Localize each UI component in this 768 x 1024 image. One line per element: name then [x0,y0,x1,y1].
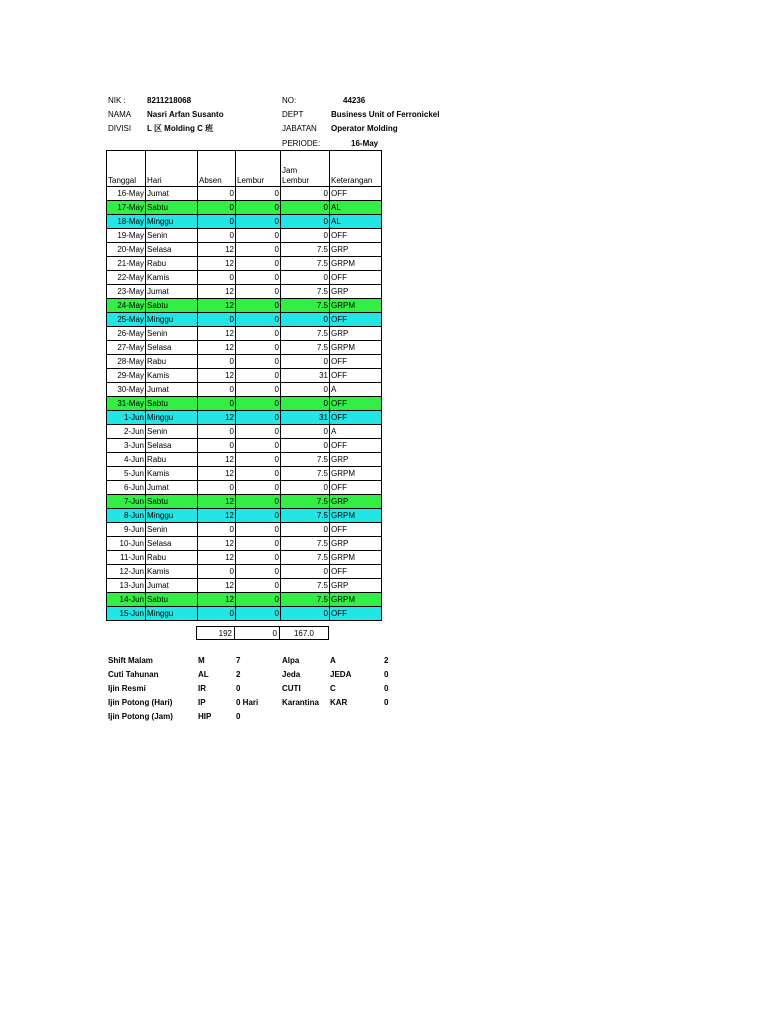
cell-keterangan: A [330,383,382,397]
summary-value2: 0 [384,684,389,693]
total-lembur: 0 [235,627,280,640]
cell-jam-lembur: 0 [281,355,330,369]
cell-absen: 12 [198,537,236,551]
cell-jam-lembur: 7.5 [281,537,330,551]
cell-lembur: 0 [236,369,281,383]
no-label: NO: [282,96,297,105]
summary-code: IR [198,684,206,693]
cell-hari: Minggu [146,411,198,425]
cell-keterangan: GRPM [330,341,382,355]
cell-hari: Jumat [146,285,198,299]
attendance-table [106,150,382,621]
cell-hari: Selasa [146,243,198,257]
cell-jam-lembur: 0 [281,565,330,579]
cell-absen: 12 [198,551,236,565]
table-row [107,397,382,411]
cell-tanggal: 8-Jun [107,509,146,523]
cell-tanggal: 29-May [107,369,146,383]
cell-keterangan: GRPM [330,551,382,565]
cell-tanggal: 27-May [107,341,146,355]
cell-keterangan: GRP [330,537,382,551]
cell-hari: Minggu [146,313,198,327]
table-row [107,411,382,425]
col-header-jam-lembur: Jam Lembur [281,151,330,187]
cell-absen: 12 [198,495,236,509]
cell-hari: Rabu [146,453,198,467]
cell-lembur: 0 [236,257,281,271]
table-row [107,369,382,383]
dept-value: Business Unit of Ferronickel [331,110,440,119]
cell-jam-lembur: 7.5 [281,579,330,593]
cell-hari: Rabu [146,551,198,565]
cell-jam-lembur: 7.5 [281,257,330,271]
table-row [107,341,382,355]
cell-keterangan: GRP [330,285,382,299]
total-absen: 192 [197,627,235,640]
cell-lembur: 0 [236,355,281,369]
cell-hari: Rabu [146,355,198,369]
summary-code2: A [330,656,336,665]
cell-jam-lembur: 0 [281,215,330,229]
cell-tanggal: 14-Jun [107,593,146,607]
cell-tanggal: 21-May [107,257,146,271]
cell-tanggal: 9-Jun [107,523,146,537]
cell-jam-lembur: 7.5 [281,299,330,313]
cell-keterangan: AL [330,215,382,229]
cell-absen: 0 [198,201,236,215]
cell-hari: Minggu [146,607,198,621]
table-row [107,285,382,299]
table-row [107,509,382,523]
cell-jam-lembur: 0 [281,187,330,201]
cell-hari: Sabtu [146,299,198,313]
table-row [107,383,382,397]
cell-keterangan: A [330,425,382,439]
cell-tanggal: 5-Jun [107,467,146,481]
nama-value: Nasri Arfan Susanto [147,110,224,119]
table-row [107,201,382,215]
cell-hari: Selasa [146,341,198,355]
cell-tanggal: 3-Jun [107,439,146,453]
cell-lembur: 0 [236,453,281,467]
summary-name: Ijin Potong (Jam) [108,712,173,721]
cell-hari: Sabtu [146,593,198,607]
cell-lembur: 0 [236,299,281,313]
summary-code2: KAR [330,698,348,707]
cell-lembur: 0 [236,509,281,523]
cell-keterangan: OFF [330,565,382,579]
cell-lembur: 0 [236,201,281,215]
jabatan-value: Operator Molding [331,124,398,133]
table-row [107,271,382,285]
cell-absen: 12 [198,327,236,341]
table-row [107,215,382,229]
cell-hari: Selasa [146,537,198,551]
cell-absen: 0 [198,355,236,369]
cell-keterangan: AL [330,201,382,215]
nik-label: NIK : [108,96,126,105]
cell-hari: Kamis [146,565,198,579]
summary-name2: Karantina [282,698,319,707]
table-row [107,425,382,439]
cell-tanggal: 11-Jun [107,551,146,565]
cell-keterangan: OFF [330,397,382,411]
cell-tanggal: 16-May [107,187,146,201]
table-row [107,453,382,467]
col-header-keterangan: Keterangan [330,151,382,187]
table-row [107,467,382,481]
dept-label: DEPT [282,110,304,119]
cell-keterangan: OFF [330,271,382,285]
cell-hari: Minggu [146,509,198,523]
cell-lembur: 0 [236,579,281,593]
cell-tanggal: 22-May [107,271,146,285]
cell-jam-lembur: 0 [281,313,330,327]
cell-hari: Kamis [146,467,198,481]
cell-jam-lembur: 7.5 [281,243,330,257]
cell-lembur: 0 [236,187,281,201]
table-row [107,257,382,271]
cell-absen: 0 [198,271,236,285]
cell-jam-lembur: 7.5 [281,285,330,299]
cell-absen: 12 [198,509,236,523]
cell-lembur: 0 [236,383,281,397]
cell-tanggal: 13-Jun [107,579,146,593]
table-row [107,495,382,509]
cell-keterangan: OFF [330,355,382,369]
no-value: 44236 [343,96,366,105]
summary-value2: 0 [384,698,389,707]
cell-jam-lembur: 0 [281,523,330,537]
summary-code: M [198,656,205,665]
cell-absen: 12 [198,411,236,425]
cell-tanggal: 2-Jun [107,425,146,439]
periode-value: 16-May [351,139,379,148]
cell-lembur: 0 [236,593,281,607]
cell-jam-lembur: 7.5 [281,453,330,467]
cell-jam-lembur: 0 [281,607,330,621]
cell-tanggal: 10-Jun [107,537,146,551]
cell-jam-lembur: 0 [281,425,330,439]
cell-tanggal: 30-May [107,383,146,397]
cell-tanggal: 20-May [107,243,146,257]
cell-absen: 0 [198,565,236,579]
cell-hari: Jumat [146,383,198,397]
cell-hari: Senin [146,425,198,439]
summary-name: Ijin Resmi [108,684,146,693]
cell-keterangan: GRP [330,327,382,341]
cell-tanggal: 31-May [107,397,146,411]
cell-absen: 0 [198,523,236,537]
cell-jam-lembur: 7.5 [281,495,330,509]
table-row [107,243,382,257]
cell-keterangan: GRP [330,453,382,467]
cell-hari: Minggu [146,215,198,229]
cell-tanggal: 18-May [107,215,146,229]
cell-jam-lembur: 0 [281,439,330,453]
cell-lembur: 0 [236,439,281,453]
cell-absen: 0 [198,187,236,201]
cell-tanggal: 7-Jun [107,495,146,509]
cell-tanggal: 15-Jun [107,607,146,621]
cell-tanggal: 24-May [107,299,146,313]
summary-value: 2 [236,670,241,679]
col-header-tanggal: Tanggal [107,151,146,187]
cell-keterangan: GRP [330,579,382,593]
cell-tanggal: 4-Jun [107,453,146,467]
cell-jam-lembur: 0 [281,397,330,411]
cell-absen: 12 [198,341,236,355]
cell-jam-lembur: 7.5 [281,467,330,481]
cell-jam-lembur: 31 [281,369,330,383]
cell-tanggal: 6-Jun [107,481,146,495]
cell-hari: Senin [146,229,198,243]
cell-lembur: 0 [236,481,281,495]
nama-label: NAMA [108,110,132,119]
summary-name2: CUTI [282,684,301,693]
cell-keterangan: OFF [330,369,382,383]
cell-lembur: 0 [236,607,281,621]
cell-absen: 12 [198,593,236,607]
cell-absen: 12 [198,369,236,383]
cell-tanggal: 19-May [107,229,146,243]
cell-hari: Senin [146,327,198,341]
summary-code: HIP [198,712,212,721]
total-jam-lembur: 167.0 [280,627,329,640]
cell-hari: Jumat [146,579,198,593]
col-header-hari: Hari [146,151,198,187]
table-row [107,481,382,495]
cell-keterangan: GRP [330,243,382,257]
cell-jam-lembur: 7.5 [281,327,330,341]
cell-lembur: 0 [236,229,281,243]
summary-value: 0 [236,712,241,721]
cell-lembur: 0 [236,243,281,257]
periode-label: PERIODE: [282,139,321,148]
cell-keterangan: OFF [330,523,382,537]
cell-jam-lembur: 0 [281,383,330,397]
cell-absen: 12 [198,467,236,481]
cell-hari: Jumat [146,187,198,201]
cell-jam-lembur: 7.5 [281,593,330,607]
summary-code: IP [198,698,206,707]
cell-tanggal: 23-May [107,285,146,299]
totals-row [196,626,329,640]
cell-jam-lembur: 0 [281,201,330,215]
cell-jam-lembur: 0 [281,271,330,285]
cell-hari: Rabu [146,257,198,271]
nik-value: 8211218068 [147,96,192,105]
table-row [107,607,382,621]
cell-lembur: 0 [236,537,281,551]
cell-hari: Sabtu [146,397,198,411]
cell-keterangan: GRPM [330,593,382,607]
summary-code2: C [330,684,336,693]
cell-jam-lembur: 7.5 [281,509,330,523]
cell-tanggal: 26-May [107,327,146,341]
cell-lembur: 0 [236,285,281,299]
cell-hari: Sabtu [146,201,198,215]
divisi-value: L 区 Molding C 班 [147,124,214,133]
cell-absen: 12 [198,257,236,271]
cell-keterangan: GRPM [330,257,382,271]
divisi-label: DIVISI [108,124,132,133]
cell-lembur: 0 [236,495,281,509]
cell-jam-lembur: 7.5 [281,341,330,355]
cell-tanggal: 1-Jun [107,411,146,425]
cell-jam-lembur: 31 [281,411,330,425]
cell-keterangan: GRPM [330,467,382,481]
cell-tanggal: 12-Jun [107,565,146,579]
cell-tanggal: 17-May [107,201,146,215]
summary-name: Cuti Tahunan [108,670,159,679]
cell-absen: 0 [198,439,236,453]
summary-value: 0 Hari [236,698,259,707]
cell-hari: Senin [146,523,198,537]
table-row [107,579,382,593]
cell-keterangan: OFF [330,313,382,327]
cell-lembur: 0 [236,397,281,411]
summary-name: Shift Malam [108,656,153,665]
table-row [107,551,382,565]
cell-absen: 0 [198,607,236,621]
table-row [107,439,382,453]
table-row [107,313,382,327]
cell-lembur: 0 [236,425,281,439]
cell-absen: 12 [198,243,236,257]
cell-absen: 0 [198,397,236,411]
summary-name2: Jeda [282,670,301,679]
cell-keterangan: GRPM [330,299,382,313]
col-header-absen: Absen [198,151,236,187]
cell-keterangan: OFF [330,411,382,425]
cell-absen: 12 [198,453,236,467]
summary-value: 7 [236,656,241,665]
cell-lembur: 0 [236,523,281,537]
summary-name2: Alpa [282,656,300,665]
table-row [107,537,382,551]
cell-hari: Selasa [146,439,198,453]
cell-absen: 0 [198,481,236,495]
cell-lembur: 0 [236,341,281,355]
cell-hari: Kamis [146,271,198,285]
cell-lembur: 0 [236,565,281,579]
cell-lembur: 0 [236,467,281,481]
cell-tanggal: 25-May [107,313,146,327]
cell-absen: 0 [198,425,236,439]
cell-lembur: 0 [236,411,281,425]
cell-lembur: 0 [236,551,281,565]
cell-lembur: 0 [236,327,281,341]
cell-keterangan: OFF [330,187,382,201]
cell-hari: Kamis [146,369,198,383]
summary-value: 0 [236,684,241,693]
table-row [107,593,382,607]
cell-keterangan: GRPM [330,509,382,523]
table-row [107,327,382,341]
table-row [107,187,382,201]
cell-absen: 0 [198,215,236,229]
cell-absen: 12 [198,299,236,313]
cell-keterangan: OFF [330,481,382,495]
table-row [107,299,382,313]
cell-keterangan: OFF [330,607,382,621]
table-row [107,229,382,243]
cell-tanggal: 28-May [107,355,146,369]
jabatan-label: JABATAN [282,124,317,133]
cell-absen: 0 [198,383,236,397]
cell-lembur: 0 [236,313,281,327]
cell-keterangan: OFF [330,229,382,243]
table-header-row [107,151,382,187]
summary-value2: 2 [384,656,389,665]
table-row [107,355,382,369]
cell-absen: 12 [198,579,236,593]
table-row [107,565,382,579]
summary-code: AL [198,670,209,679]
cell-keterangan: GRP [330,495,382,509]
summary-name: Ijin Potong (Hari) [108,698,173,707]
cell-jam-lembur: 0 [281,229,330,243]
cell-absen: 0 [198,313,236,327]
cell-lembur: 0 [236,271,281,285]
cell-jam-lembur: 0 [281,481,330,495]
col-header-lembur: Lembur [236,151,281,187]
cell-absen: 0 [198,229,236,243]
summary-code2: JEDA [330,670,352,679]
cell-hari: Jumat [146,481,198,495]
table-row [107,523,382,537]
cell-jam-lembur: 7.5 [281,551,330,565]
cell-lembur: 0 [236,215,281,229]
cell-keterangan: OFF [330,439,382,453]
cell-hari: Sabtu [146,495,198,509]
cell-absen: 12 [198,285,236,299]
summary-value2: 0 [384,670,389,679]
